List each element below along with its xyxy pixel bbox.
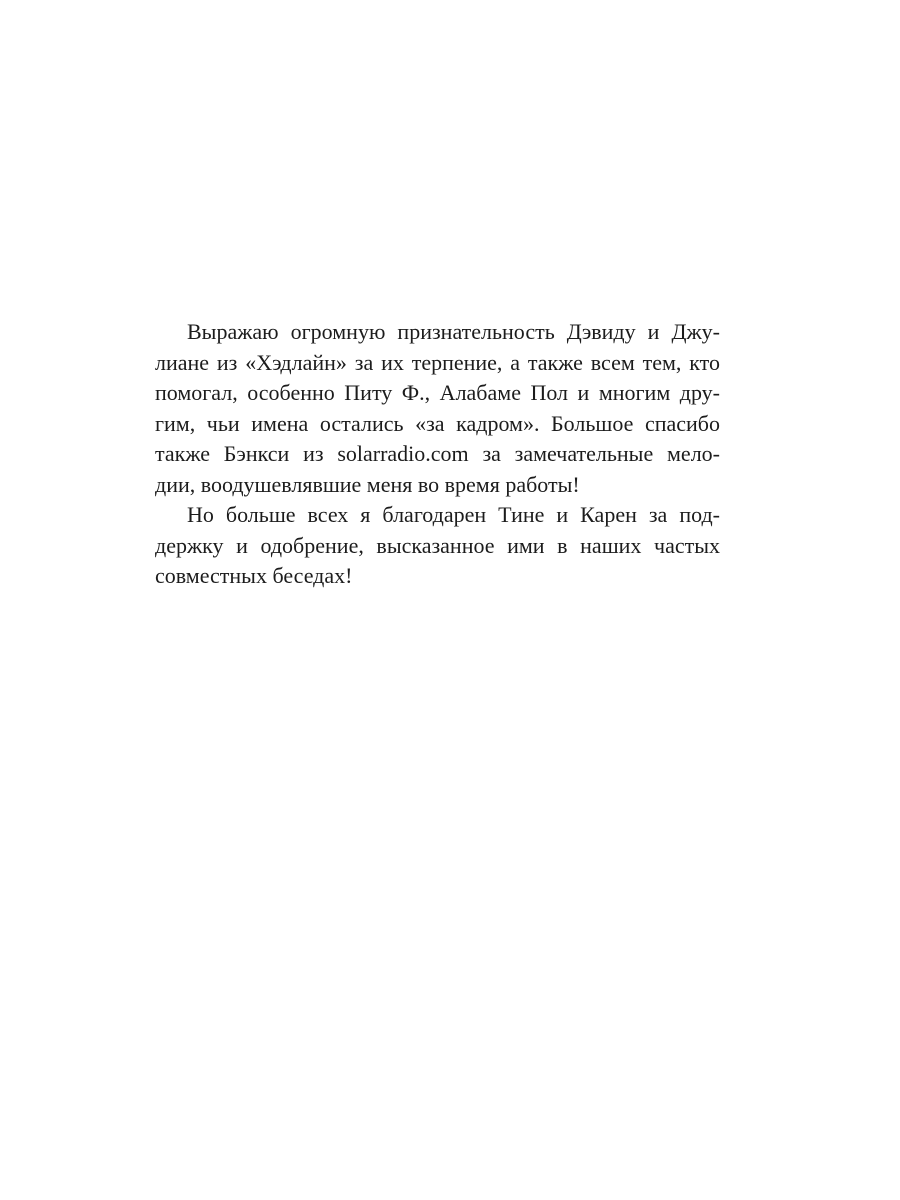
text-line: Но больше всех я благодарен Тине и Карен за под-: [187, 502, 720, 527]
text-line: держку и одобрение, высказанное ими в наших частых: [155, 532, 720, 558]
text-line: также Бэнкси из solarradio.com за замечательные мело-: [155, 441, 720, 466]
text-line: гим, чьи имена остались «за кадром». Большое спасибо: [155, 410, 720, 436]
text-line: помогал, особенно Питу Ф., Алабаме Пол и многим дру-: [155, 380, 720, 405]
text-line: дии, воодушевлявшие меня во время работы!: [155, 471, 580, 497]
text-line: лиане из «Хэдлайн» за их терпение, а также всем тем, кто: [155, 349, 720, 375]
acknowledgments-text-block: [155, 317, 720, 592]
text-line: совместных беседах!: [155, 563, 353, 588]
text-line: Выражаю огромную признательность Дэвиду и Джу-: [187, 319, 720, 344]
